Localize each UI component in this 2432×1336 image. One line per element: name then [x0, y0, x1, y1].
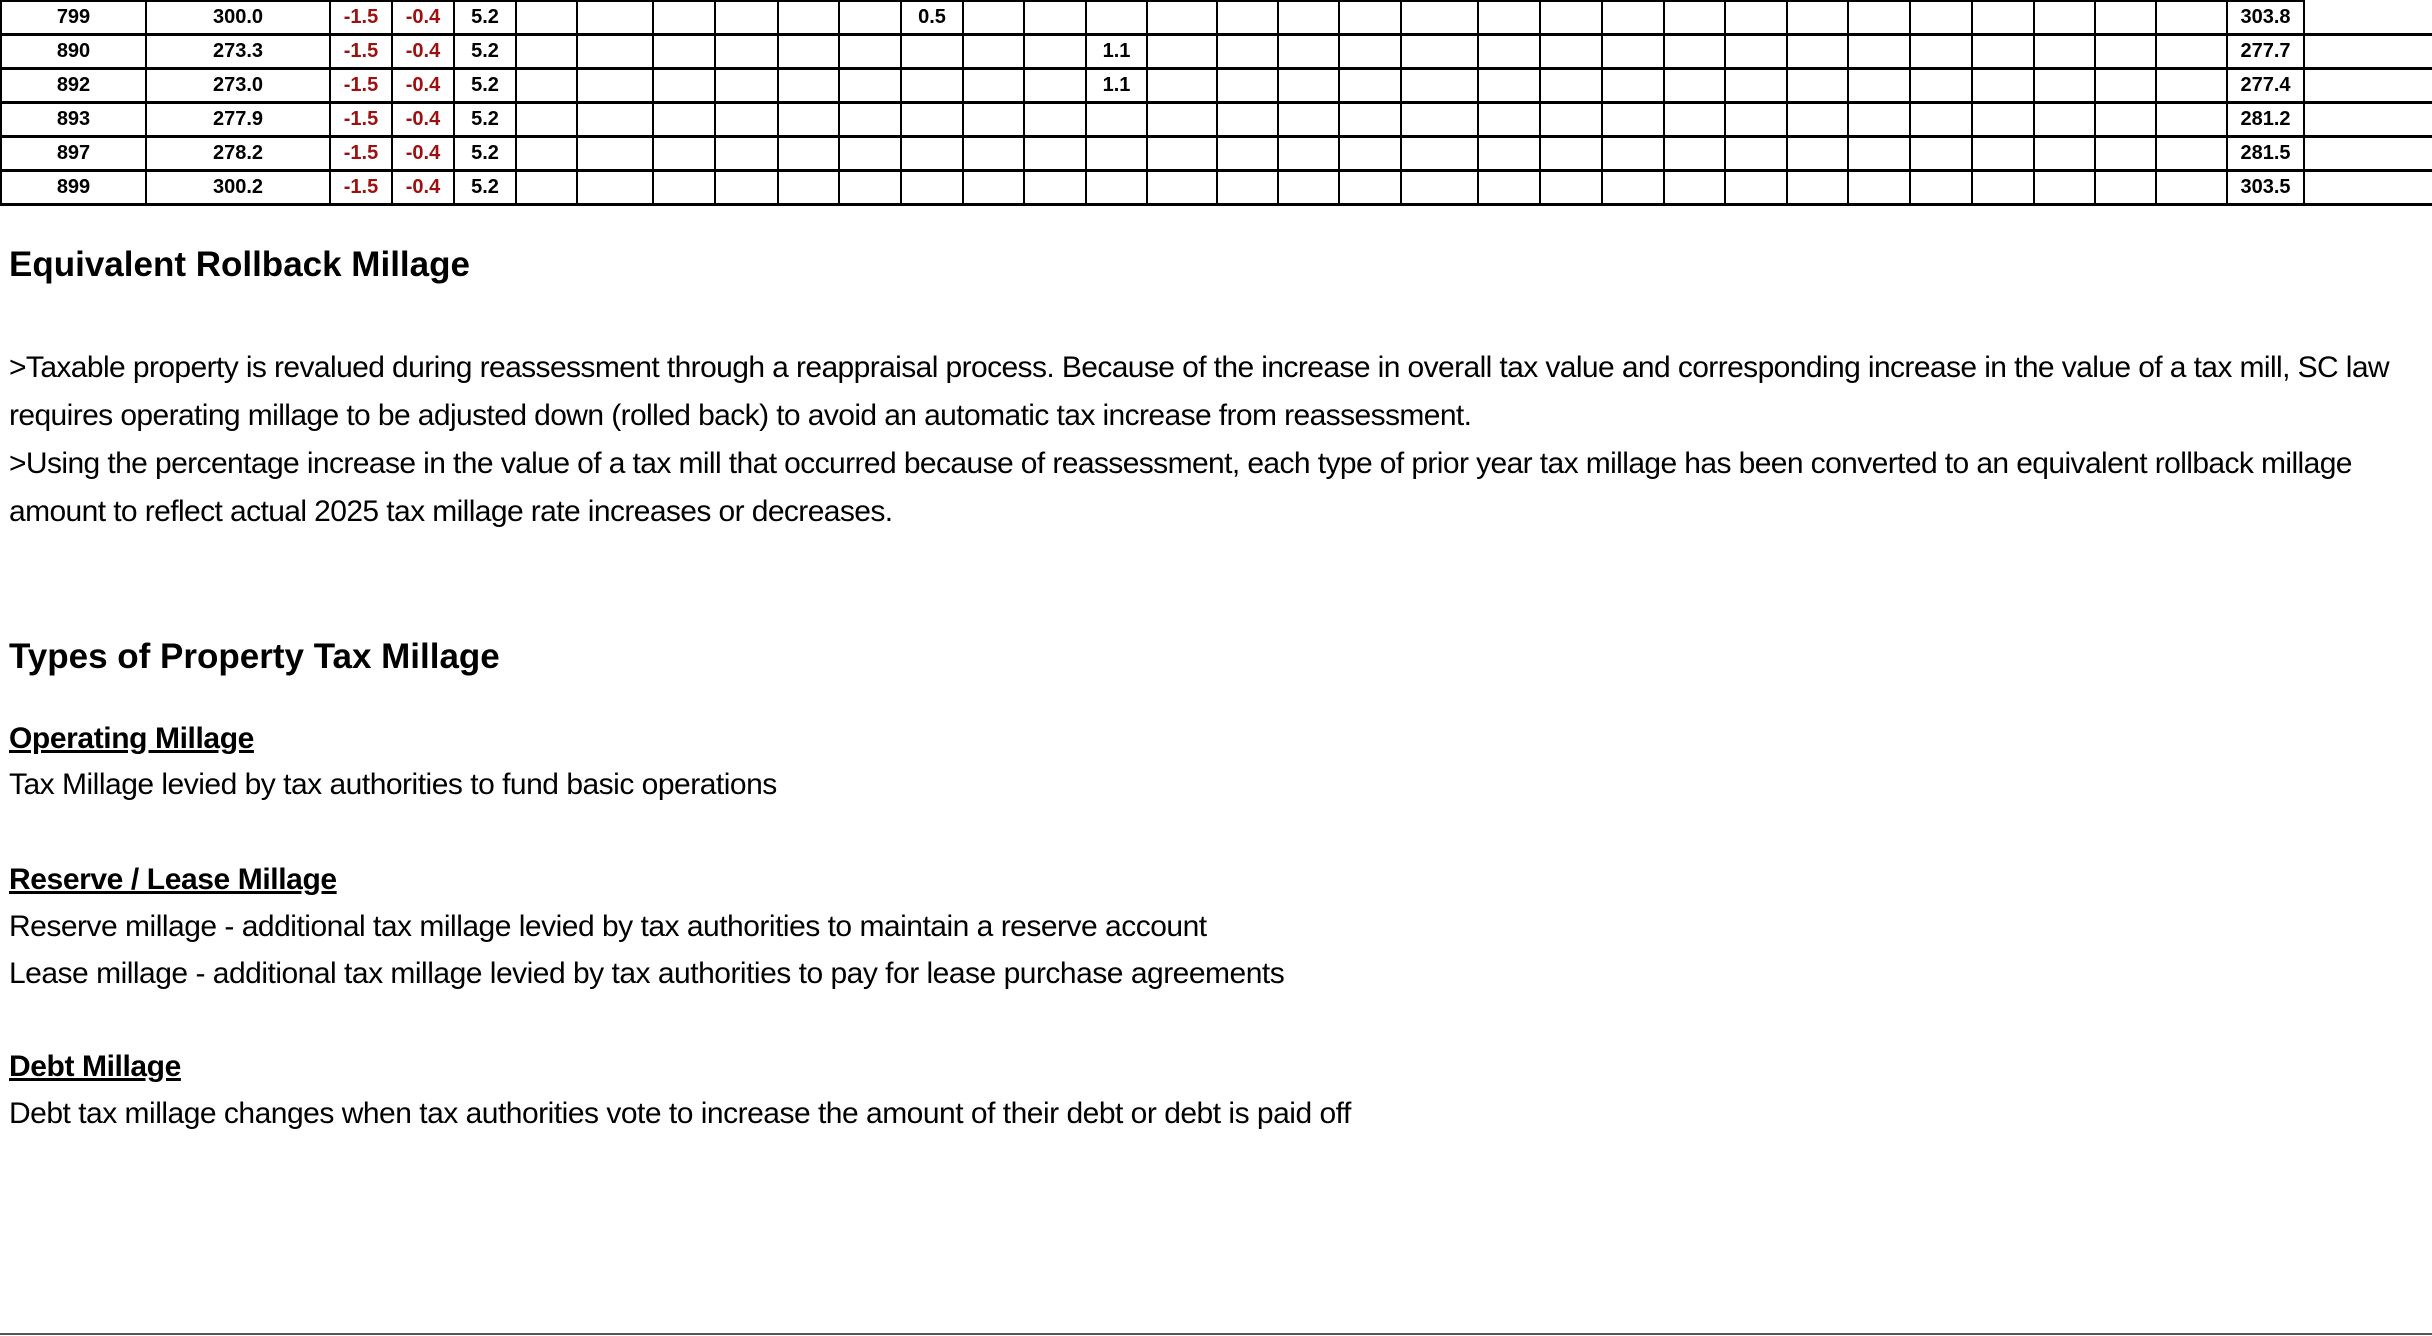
millage-cell	[1478, 171, 1540, 205]
table-row	[1, 69, 2432, 103]
millage-cell	[901, 171, 963, 205]
total-millage-cell: 277.7	[2227, 35, 2304, 69]
millage-cell	[1664, 1, 1725, 35]
millage-cell	[901, 35, 963, 69]
millage-cell: 5.2	[454, 1, 516, 35]
reserve-millage-desc: Reserve millage - additional tax millage levied by tax authorities to maintain a reserve account	[9, 910, 1207, 943]
millage-cell	[963, 103, 1024, 137]
millage-cell	[715, 137, 778, 171]
millage-cell	[1602, 137, 1664, 171]
millage-cell	[1787, 137, 1848, 171]
millage-cell	[901, 137, 963, 171]
millage-cell: -0.4	[392, 103, 454, 137]
millage-cell	[1910, 103, 1972, 137]
millage-cell	[1147, 171, 1217, 205]
millage-table	[0, 0, 2432, 206]
millage-cell	[2156, 35, 2227, 69]
millage-cell	[778, 69, 839, 103]
millage-cell	[1478, 137, 1540, 171]
millage-cell	[2156, 103, 2227, 137]
millage-cell	[516, 137, 577, 171]
millage-cell	[2095, 1, 2156, 35]
millage-cell	[1725, 35, 1787, 69]
millage-cell	[2095, 69, 2156, 103]
table-row	[1, 35, 2432, 69]
millage-cell	[577, 171, 653, 205]
millage-cell	[1278, 1, 1339, 35]
millage-cell	[1147, 35, 1217, 69]
millage-cell	[1278, 35, 1339, 69]
millage-cell	[1339, 35, 1401, 69]
millage-cell	[963, 69, 1024, 103]
millage-cell: 5.2	[454, 171, 516, 205]
millage-cell	[1725, 103, 1787, 137]
millage-cell	[839, 35, 901, 69]
millage-cell: -1.5	[330, 69, 392, 103]
types-heading: Types of Property Tax Millage	[9, 637, 500, 676]
millage-cell: -0.4	[392, 35, 454, 69]
millage-cell	[1217, 103, 1278, 137]
district-code-cell: 890	[1, 35, 146, 69]
millage-cell	[1339, 137, 1401, 171]
millage-cell	[577, 1, 653, 35]
millage-cell: 277.9	[146, 103, 330, 137]
millage-cell	[1278, 69, 1339, 103]
millage-cell	[1848, 69, 1910, 103]
millage-cell	[2095, 171, 2156, 205]
millage-cell	[2034, 103, 2095, 137]
millage-cell	[1086, 1, 1147, 35]
millage-cell	[516, 171, 577, 205]
millage-cell: 273.0	[146, 69, 330, 103]
millage-cell	[1339, 69, 1401, 103]
millage-cell	[1848, 35, 1910, 69]
millage-cell	[1540, 35, 1602, 69]
table-row	[1, 171, 2432, 205]
millage-cell: -1.5	[330, 103, 392, 137]
millage-cell	[516, 69, 577, 103]
millage-cell	[839, 103, 901, 137]
millage-cell: 5.2	[454, 69, 516, 103]
millage-cell: -0.4	[392, 1, 454, 35]
millage-cell	[1024, 103, 1086, 137]
millage-cell	[1478, 1, 1540, 35]
millage-cell	[1725, 171, 1787, 205]
millage-cell	[1972, 137, 2034, 171]
millage-cell	[1602, 1, 1664, 35]
millage-cell	[1972, 69, 2034, 103]
millage-cell	[1972, 171, 2034, 205]
millage-cell	[963, 171, 1024, 205]
millage-cell	[653, 103, 715, 137]
millage-cell	[1478, 69, 1540, 103]
millage-cell: 300.0	[146, 1, 330, 35]
millage-cell	[1972, 1, 2034, 35]
millage-cell	[1401, 69, 1478, 103]
millage-cell	[1787, 1, 1848, 35]
millage-cell	[1024, 137, 1086, 171]
millage-cell	[1602, 103, 1664, 137]
millage-cell: 273.3	[146, 35, 330, 69]
millage-cell	[901, 69, 963, 103]
millage-cell	[2095, 103, 2156, 137]
millage-cell	[1339, 171, 1401, 205]
millage-cell	[1024, 1, 1086, 35]
table-row	[1, 1, 2432, 35]
millage-cell	[1540, 137, 1602, 171]
millage-cell	[1664, 137, 1725, 171]
total-millage-cell: 303.5	[2227, 171, 2304, 205]
rollback-paragraph-2: >Using the percentage increase in the value of a tax mill that occurred because of reassessment, each type of prior year tax millage has been converted to an equivalent rollback millage amount to reflect actual 2025 tax millage rate increases or decreases.	[9, 447, 2352, 528]
millage-cell	[1848, 171, 1910, 205]
millage-cell	[839, 1, 901, 35]
millage-cell	[1787, 35, 1848, 69]
operating-millage-title: Operating Millage	[9, 722, 254, 755]
millage-cell	[1401, 171, 1478, 205]
millage-cell: -0.4	[392, 137, 454, 171]
millage-cell	[1217, 137, 1278, 171]
millage-cell	[963, 137, 1024, 171]
millage-cell	[901, 103, 963, 137]
millage-cell	[1401, 35, 1478, 69]
millage-cell	[963, 35, 1024, 69]
millage-cell	[715, 103, 778, 137]
millage-cell	[577, 103, 653, 137]
district-code-cell: 893	[1, 103, 146, 137]
district-code-cell: 897	[1, 137, 146, 171]
district-code-cell: 892	[1, 69, 146, 103]
millage-cell	[1147, 69, 1217, 103]
millage-cell: -1.5	[330, 35, 392, 69]
millage-cell	[1910, 137, 1972, 171]
millage-cell	[1664, 35, 1725, 69]
millage-cell	[1910, 171, 1972, 205]
millage-cell	[516, 35, 577, 69]
millage-cell	[1725, 1, 1787, 35]
rollback-heading: Equivalent Rollback Millage	[9, 245, 470, 284]
millage-cell	[1972, 103, 2034, 137]
millage-cell	[1910, 35, 1972, 69]
millage-cell	[2156, 137, 2227, 171]
millage-cell	[1602, 35, 1664, 69]
total-millage-cell: 277.4	[2227, 69, 2304, 103]
rollback-paragraph-1: >Taxable property is revalued during reassessment through a reappraisal process. Because of the increase in overall tax value and corresponding increase in the value of a tax mill, SC law requires operating millage to be adjusted down (rolled back) to avoid an automatic tax increase from reassessment.	[9, 351, 2389, 432]
lease-millage-desc: Lease millage - additional tax millage levied by tax authorities to pay for lease purchase agreements	[9, 957, 1285, 990]
millage-cell: 5.2	[454, 35, 516, 69]
millage-cell: 5.2	[454, 137, 516, 171]
millage-cell	[2034, 35, 2095, 69]
table-row	[1, 137, 2432, 171]
millage-cell: 300.2	[146, 171, 330, 205]
millage-cell	[2034, 69, 2095, 103]
millage-cell	[715, 35, 778, 69]
millage-cell	[653, 1, 715, 35]
millage-cell	[778, 103, 839, 137]
millage-cell: -1.5	[330, 1, 392, 35]
millage-cell: 1.1	[1086, 69, 1147, 103]
millage-cell	[1664, 171, 1725, 205]
millage-cell	[1217, 1, 1278, 35]
millage-cell	[1024, 171, 1086, 205]
millage-cell	[1910, 69, 1972, 103]
millage-cell: 278.2	[146, 137, 330, 171]
millage-cell	[778, 171, 839, 205]
millage-cell	[653, 137, 715, 171]
millage-cell	[778, 1, 839, 35]
millage-cell: -1.5	[330, 171, 392, 205]
millage-cell: 1.1	[1086, 35, 1147, 69]
millage-cell	[1278, 103, 1339, 137]
millage-cell	[1086, 171, 1147, 205]
millage-cell	[2156, 1, 2227, 35]
millage-cell	[1217, 171, 1278, 205]
millage-cell	[1339, 1, 1401, 35]
millage-cell	[1602, 171, 1664, 205]
millage-cell	[1024, 69, 1086, 103]
millage-cell	[963, 1, 1024, 35]
table-row	[1, 103, 2432, 137]
millage-cell: -0.4	[392, 171, 454, 205]
millage-cell	[1401, 103, 1478, 137]
district-code-cell: 899	[1, 171, 146, 205]
reserve-lease-millage-title: Reserve / Lease Millage	[9, 863, 337, 896]
millage-cell	[1848, 103, 1910, 137]
millage-cell	[516, 103, 577, 137]
millage-cell	[2095, 35, 2156, 69]
millage-cell	[778, 35, 839, 69]
total-millage-cell: 281.2	[2227, 103, 2304, 137]
millage-cell: 5.2	[454, 103, 516, 137]
millage-cell: -0.4	[392, 69, 454, 103]
millage-cell	[2034, 137, 2095, 171]
millage-cell	[653, 171, 715, 205]
millage-cell	[1478, 103, 1540, 137]
millage-cell	[577, 137, 653, 171]
millage-cell	[1478, 35, 1540, 69]
millage-cell	[1787, 171, 1848, 205]
millage-cell	[1910, 1, 1972, 35]
millage-cell	[577, 35, 653, 69]
millage-cell	[577, 69, 653, 103]
total-millage-cell: 303.8	[2227, 1, 2304, 35]
millage-cell: 0.5	[901, 1, 963, 35]
millage-cell	[1848, 137, 1910, 171]
millage-cell	[1972, 35, 2034, 69]
millage-cell	[1086, 103, 1147, 137]
millage-cell	[1664, 69, 1725, 103]
millage-cell	[1602, 69, 1664, 103]
millage-cell	[1540, 103, 1602, 137]
millage-cell	[1086, 137, 1147, 171]
millage-cell	[839, 171, 901, 205]
millage-cell	[1540, 171, 1602, 205]
millage-cell	[1147, 1, 1217, 35]
operating-millage-desc: Tax Millage levied by tax authorities to fund basic operations	[9, 768, 777, 801]
millage-cell	[2156, 69, 2227, 103]
millage-cell	[2095, 137, 2156, 171]
millage-cell	[1147, 137, 1217, 171]
millage-cell	[1278, 171, 1339, 205]
millage-cell: -1.5	[330, 137, 392, 171]
millage-cell	[2034, 171, 2095, 205]
millage-cell	[1401, 137, 1478, 171]
total-millage-cell: 281.5	[2227, 137, 2304, 171]
millage-cell	[1540, 1, 1602, 35]
millage-cell	[1217, 35, 1278, 69]
millage-cell	[2156, 171, 2227, 205]
millage-cell	[715, 69, 778, 103]
millage-cell	[653, 35, 715, 69]
millage-cell	[1339, 103, 1401, 137]
page-bottom-divider	[0, 1333, 2432, 1335]
millage-cell	[839, 69, 901, 103]
millage-cell	[1540, 69, 1602, 103]
millage-cell	[715, 171, 778, 205]
millage-cell	[2034, 1, 2095, 35]
millage-cell	[1278, 137, 1339, 171]
millage-cell	[653, 69, 715, 103]
millage-cell	[1401, 1, 1478, 35]
millage-cell	[516, 1, 577, 35]
millage-cell	[1664, 103, 1725, 137]
debt-millage-desc: Debt tax millage changes when tax authorities vote to increase the amount of their debt or debt is paid off	[9, 1097, 1351, 1130]
millage-cell	[715, 1, 778, 35]
millage-cell	[1848, 1, 1910, 35]
millage-cell	[1787, 103, 1848, 137]
millage-cell	[1024, 35, 1086, 69]
millage-cell	[1725, 137, 1787, 171]
debt-millage-title: Debt Millage	[9, 1050, 181, 1083]
millage-cell	[1725, 69, 1787, 103]
millage-cell	[839, 137, 901, 171]
district-code-cell: 799	[1, 1, 146, 35]
millage-cell	[778, 137, 839, 171]
millage-cell	[1787, 69, 1848, 103]
millage-cell	[1147, 103, 1217, 137]
millage-cell	[1217, 69, 1278, 103]
